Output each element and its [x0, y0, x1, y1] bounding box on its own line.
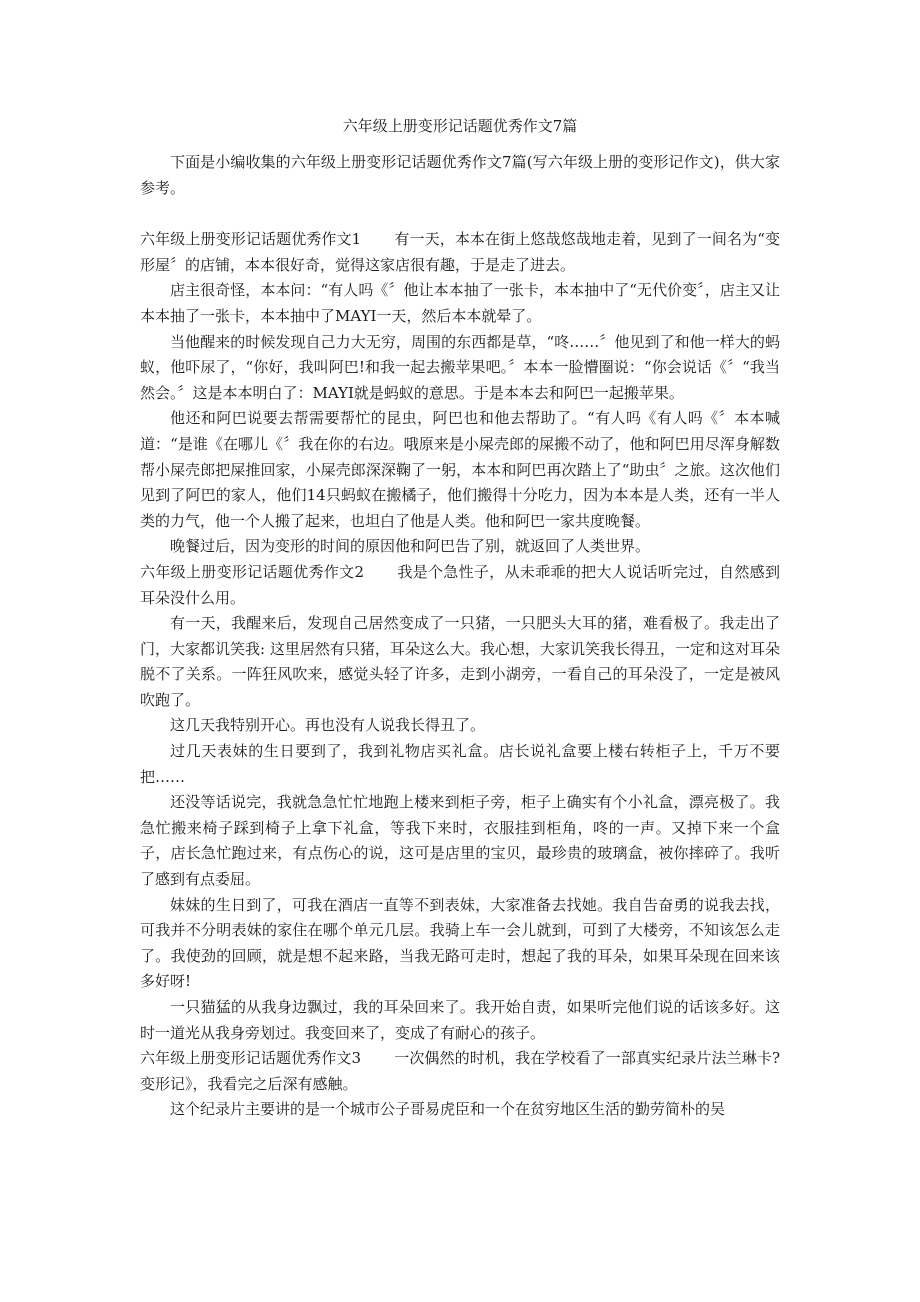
section-2-opening [140, 560, 780, 611]
section-2-first-line: 我是个急性子，从未乖乖的把大人说话听完过，自然感到耳朵没什么用。 [140, 562, 780, 607]
paragraph: 晚餐过后，因为变形的时间的原因他和阿巴告了别，就返回了人类世界。 [170, 537, 651, 556]
paragraph: 这几天我特别开心。再也没有人说我长得丑了。 [170, 716, 486, 735]
paragraph: 过几天表妹的生日要到了，我到礼物店买礼盒。店长说礼盒要上楼右转柜子上，千万不要把…… [140, 742, 780, 786]
section-1-heading: 六年级上册变形记话题优秀作文1 [140, 230, 362, 249]
paragraph: 当他醒来的时候发现自己力大无穷，周围的东西都是草，“咚……〞他见到了和他一样大的蚂蚁，他吓尿了，“你好，我叫阿巴!和我一起去搬苹果吧。〞本本一脸懵圈说：“你会说话《〞“我当然会。〞这是本本明白了：MAYI就是蚂蚁的意思。于是本本去和阿巴一起搬苹果。 [140, 332, 780, 402]
section-1-opening [140, 227, 780, 278]
section-3-first-line: 一次偶然的时机，我在学校看了一部真实纪录片法兰琳卡?变形记》，我看完之后深有感触。 [140, 1049, 781, 1093]
spacer [140, 201, 780, 227]
section-1-first-line: 有一天，本本在街上悠哉悠哉地走着，见到了一间名为“变形屋〞的店铺，本本很好奇，觉得这家店很有趣，于是走了进去。 [140, 230, 780, 274]
section-3-opening [140, 1046, 780, 1097]
section-2-heading: 六年级上册变形记话题优秀作文2 [140, 562, 365, 581]
paragraph: 一只猫猛的从我身边飘过，我的耳朵回来了。我开始自责，如果听完他们说的话该多好。这时一道光从我身旁划过。我变回来了，变成了有耐心的孩子。 [140, 998, 780, 1042]
paragraph: 还没等话说完，我就急急忙忙地跑上楼来到柜子旁，柜子上确实有个小礼盒，漂亮极了。我急忙搬来椅子踩到椅子上拿下礼盒，等我下来时，衣服挂到柜角，咚的一声。又掉下来一个盒子，店长急忙跑过来，有点伤心的说，这可是店里的宝贝，最珍贵的玻璃盒，被你摔碎了。我听了感到有点委屈。 [140, 793, 780, 889]
paragraph: 妹妹的生日到了，可我在酒店一直等不到表妹，大家准备去找她。我自告奋勇的说我去找，可我并不分明表妹的家住在哪个单元几层。我骑上车一会儿就到，可到了大楼旁，不知该怎么走了。我使劲的回顾，就是想不起来路，当我无路可走时，想起了我的耳朵，如果耳朵现在回来该多好呀! [140, 895, 780, 991]
paragraph: 他还和阿巴说要去帮需要帮忙的昆虫，阿巴也和他去帮助了。“有人吗《有人吗《〞本本喊道：“是谁《在哪儿《〞我在你的右边。哦原来是小屎壳郎的屎搬不动了，他和阿巴用尽浑身解数帮小屎壳郎把屎推回家，小屎壳郎深深鞠了一躬，本本和阿巴再次踏上了“助虫〞之旅。这次他们见到了阿巴的家人，他们14只蚂蚁在搬橘子，他们搬得十分吃力，因为本本是人类，还有一半人类的力气，他一个人搬了起来，也坦白了他是人类。他和阿巴一家共度晚餐。 [140, 409, 780, 530]
document-body [140, 150, 780, 1123]
intro-paragraph: 下面是小编收集的六年级上册变形记话题优秀作文7篇(写六年级上册的变形记作文)，供大家参考。 [140, 153, 780, 197]
paragraph: 有一天，我醒来后，发现自己居然变成了一只猪，一只肥头大耳的猪，难看极了。我走出了门，大家都讥笑我: 这里居然有只猪，耳朵这么大。我心想，大家讥笑我长得丑，一定和这对耳朵脱不了关系。一阵狂风吹来，感觉头轻了许多，走到小湖旁，一看自己的耳朵没了，一定是被风吹跑了。 [140, 614, 780, 709]
paragraph: 这个纪录片主要讲的是一个城市公子哥易虎臣和一个在贫穷地区生活的勤劳简朴的吴 [170, 1100, 726, 1119]
section-3-heading: 六年级上册变形记话题优秀作文3 [140, 1049, 362, 1068]
document-title: 六年级上册变形记话题优秀作文7篇 [342, 117, 578, 135]
paragraph: 店主很奇怪，本本问：“有人吗《〞他让本本抽了一张卡，本本抽中了“无代价变〞，店主又让本本抽了一张卡，本本抽中了MAYI一天，然后本本就晕了。 [140, 281, 780, 325]
